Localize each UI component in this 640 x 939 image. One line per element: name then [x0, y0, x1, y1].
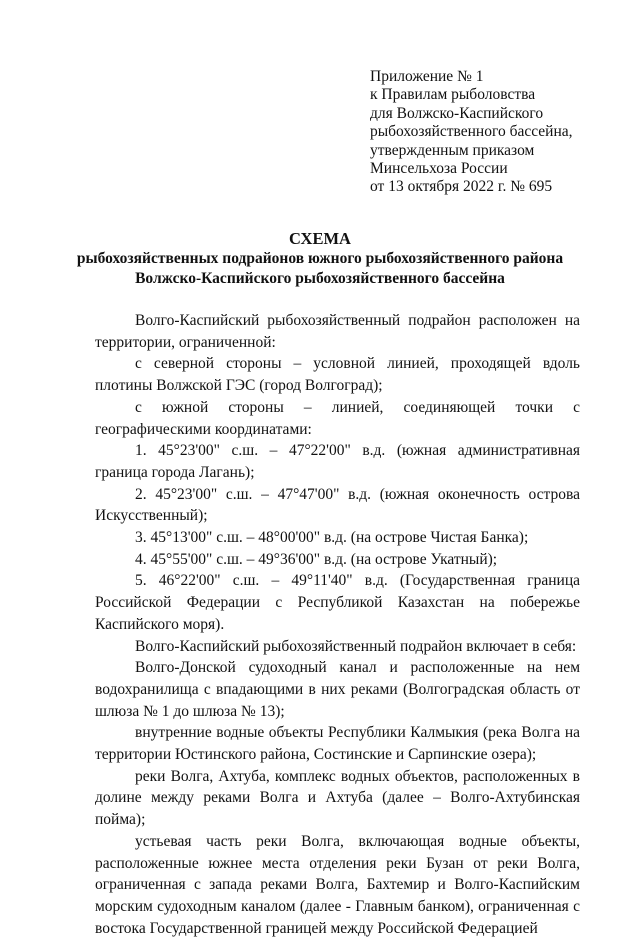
coordinate-item: 2. 45°23'00" с.ш. – 47°47'00" в.д. (южная оконечность острова Искусственный);	[95, 485, 580, 525]
appendix-line: Приложение № 1	[370, 68, 484, 85]
appendix-line: утвержденным приказом	[370, 141, 535, 159]
body-paragraph: с северной стороны – условной линией, проходящей вдоль плотины Волжской ГЭС (город Волгоград);	[95, 355, 580, 395]
document-body	[95, 310, 580, 939]
document-title	[0, 228, 640, 289]
title-subtitle-line: Волжско-Каспийского рыбохозяйственного бассейна	[135, 270, 505, 287]
coordinate-item: 5. 46°22'00" с.ш. – 49°11'40" в.д. (Государственная граница Российской Федерации с Республикой Казахстан на побережье Каспийского моря).	[95, 572, 580, 633]
body-paragraph: Волго-Каспийский рыбохозяйственный подрайон включает в себя:	[135, 637, 577, 655]
body-paragraph: внутренние водные объекты Республики Калмыкия (река Волга на территории Юстинского района, Состинские и Сарпинские озера);	[95, 724, 580, 764]
title-subtitle-line: рыбохозяйственных подрайонов южного рыбохозяйственного района	[76, 250, 564, 267]
title-main: СХЕМА	[289, 229, 351, 248]
appendix-line: рыбохозяйственного бассейна,	[370, 123, 573, 141]
appendix-line: к Правилам рыболовства	[370, 86, 536, 104]
appendix-line: Минсельхоза России	[370, 160, 508, 178]
appendix-line: для Волжско-Каспийского	[370, 104, 544, 122]
body-paragraph: реки Волга, Ахтуба, комплекс водных объектов, расположенных в долине между реками Волга и Ахтуба (далее – Волго-Ахтубинская пойма);	[95, 767, 580, 829]
body-paragraph: с южной стороны – линией, соединяющей точки с географическими координатами:	[95, 398, 580, 438]
appendix-note	[370, 68, 573, 197]
body-paragraph: Волго-Каспийский рыбохозяйственный подрайон расположен на территории, ограниченной:	[95, 312, 580, 351]
coordinate-item: 3. 45°13'00" с.ш. – 48°00'00" в.д. (на острове Чистая Банка);	[135, 529, 529, 547]
appendix-line: от 13 октября 2022 г. № 695	[370, 178, 553, 196]
body-paragraph: устьевая часть реки Волга, включающая водные объекты, расположенные южнее места отделения реки Бузан от реки Волга, ограниченная с запада реками Волга, Бахтемир и Волго-Каспийским морским судоходным каналом (далее - Главным банком), ограниченная с востока Государственной границей между Российской Федерацией	[95, 832, 580, 937]
coordinate-item: 1. 45°23'00" с.ш. – 47°22'00" в.д. (южная административная граница города Лагань);	[95, 442, 580, 481]
coordinate-item: 4. 45°55'00" с.ш. – 49°36'00" в.д. (на острове Укатный);	[135, 550, 498, 568]
body-paragraph: Волго-Донской судоходный канал и расположенные на нем водохранилища с впадающими в них реками (Волгоградская область от шлюза № 1 до шлюза № 13);	[95, 659, 580, 720]
